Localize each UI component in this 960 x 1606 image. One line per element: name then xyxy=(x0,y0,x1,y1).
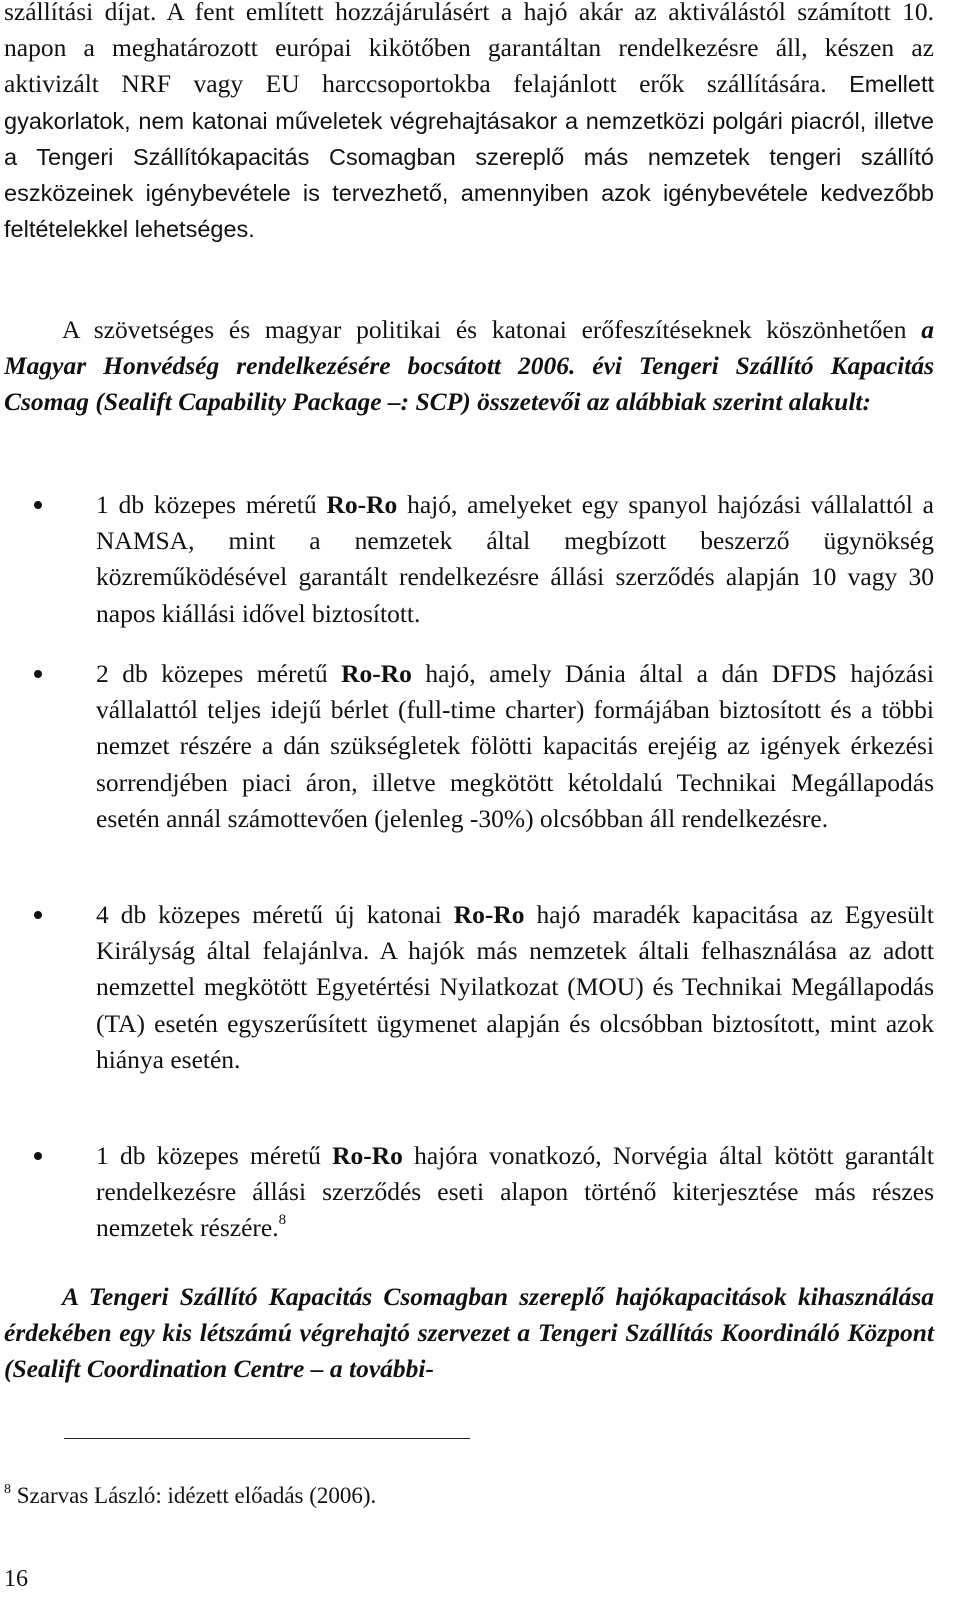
page-number: 16 xyxy=(4,1566,28,1592)
paragraph-1 xyxy=(4,0,934,247)
list-item-pre: 4 db közepes méretű új katonai xyxy=(96,900,454,929)
list-item-bold: Ro-Ro xyxy=(341,659,412,688)
list-item-post: hajó maradék kapacitása az Egyesült Királyság által felajánlva. A hajók más nemzetek általi felhasználása az adott nemzettel megkötött Egyetértési Nyilatkozat (MOU) és Technikai Megállapodás (TA) esetén egyszerűsített ügymenet alapján és olcsóbban biztosított, mint azok hiánya esetén. xyxy=(96,900,934,1074)
bullet-icon xyxy=(34,1152,42,1160)
list-item xyxy=(4,897,934,1078)
paragraph-2-lead: A szövetséges és magyar politikai és katonai erőfeszítéseknek köszönhetően xyxy=(62,315,907,344)
list-item-post: hajóra vonatkozó, Norvégia által kötött garantált rendelkezésre állási szerződés eseti alapon történő kiterjesztése más részes nemzetek részére. xyxy=(96,1141,934,1243)
list-item xyxy=(4,487,934,632)
footnote-reference[interactable]: 8 xyxy=(278,1212,287,1229)
paragraph-2 xyxy=(4,312,934,421)
list-item-bold: Ro-Ro xyxy=(326,490,398,519)
list-item-pre: 1 db közepes méretű xyxy=(96,490,327,519)
list-item xyxy=(4,656,934,837)
list-item-post: hajó, amely Dánia által a dán DFDS hajózási vállalattól teljes idejű bérlet (full-time charter) formájában biztosított és a többi nemzet részére a dán szükségletek fölötti kapacitás erejéig az igények érkezési sorrendjében piaci áron, illetve megkötött kétoldalú Technikai Megállapodás esetén annál számottevően (jelenleg -30%) olcsóbban áll rendelkezésre. xyxy=(96,659,934,833)
list-item xyxy=(4,1138,934,1251)
footnote-number: 8 xyxy=(4,1482,11,1497)
paragraph-1-sans-text: Emellett gyakorlatok, nem katonai műveletek végrehajtásakor a nemzetközi polgári piacról, illetve a Tengeri Szállítókapacitás Csomagban szereplő más nemzetek tengeri szállító eszközeinek igénybevétele is tervezhető, amennyiben azok igénybevétele kedvezőbb feltételekkel lehetséges. xyxy=(4,71,934,243)
paragraph-1-serif-text: szállítási díjat. A fent említett hozzájárulásért a hajó akár az aktiválástól számított 10. napon a meghatározott európai kikötőben garantáltan rendelkezésre áll, készen az aktivizált NRF vagy EU harccsoportokba felajánlott erők szállítására. xyxy=(4,0,934,99)
bullet-icon xyxy=(34,670,42,678)
footnote-text: Szarvas László: idézett előadás (2006). xyxy=(16,1483,377,1508)
list-item-pre: 1 db közepes méretű xyxy=(96,1141,333,1170)
footnote xyxy=(4,1481,376,1515)
bullet-icon xyxy=(34,911,42,919)
list-item-bold: Ro-Ro xyxy=(332,1141,403,1170)
list-item-post: hajó, amelyeket egy spanyol hajózási vállalattól a NAMSA, mint a nemzetek által megbízott beszerző ügynökség közreműködésével garantált rendelkezésre állási szerződés alapján 10 vagy 30 napos kiállási idővel biztosított. xyxy=(96,490,934,628)
list-item-bold: Ro-Ro xyxy=(453,900,525,929)
paragraph-2-emphasis: a Magyar Honvédség rendelkezésére bocsátott 2006. évi Tengeri Szállító Kapacitás Csomag (Sealift Capability Package –: SCP) összetevői az alábbiak szerint alakult: xyxy=(4,315,934,417)
bullet-icon xyxy=(34,501,42,509)
paragraph-3: A Tengeri Szállító Kapacitás Csomagban szereplő hajókapacitások kihasználása érdekében egy kis létszámú végrehajtó szervezet a Tengeri Szállítás Koordináló Központ (Sealift Coordination Centre – a további- xyxy=(4,1282,934,1384)
list-item-pre: 2 db közepes méretű xyxy=(96,659,342,688)
footnote-separator xyxy=(64,1438,470,1439)
